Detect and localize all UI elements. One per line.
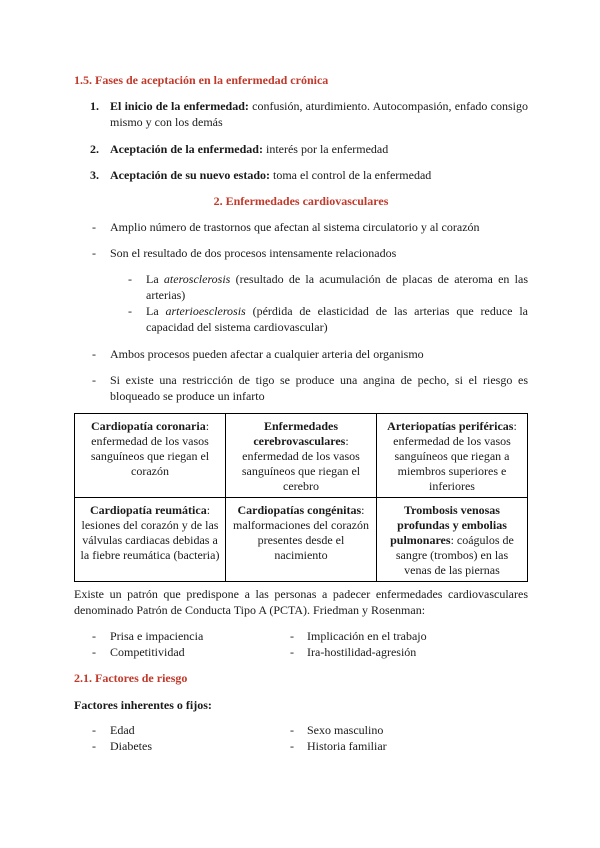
factor-item: Diabetes [110,739,152,753]
table-cell [75,498,226,582]
table-row [75,498,528,582]
pcta-item: Ira-hostilidad-agresión [307,645,417,659]
list-number: 1. [90,99,99,113]
phase-item-1 [110,98,528,130]
table-row [75,414,528,498]
bullet-dash: - [290,739,294,753]
sub-bullet-atherosclerosis [146,271,528,303]
phase-item-3 [110,167,528,183]
bullet-dash: - [92,373,96,387]
cell-term: Cardiopatías congénitas [237,503,362,517]
phase-desc: confusión, aturdimiento. Autocompasión, enfado consigo mismo y con los demás [110,99,528,129]
bullet-item-4: Si existe una restricción de tigo se produce una angina de pecho, si el riesgo es bloqueado se produce un infarto [110,373,528,403]
sub-bullet-desc: (resultado de la acumulación de placas de ateroma en las arterias) [146,272,528,302]
sub-bullet-dash: - [128,272,132,286]
phase-desc: toma el control de la enfermedad [270,168,432,182]
disease-table [74,413,528,582]
fixed-factors-heading: Factores inherentes o fijos: [74,698,212,712]
cell-term: Cardiopatía reumática [89,503,207,517]
list-number: 2. [90,142,99,156]
bullet-dash: - [290,723,294,737]
bullet-dash: - [92,723,96,737]
bullet-dash: - [92,629,96,643]
sub-bullet-term: arterioesclerosis [165,304,246,318]
cell-term: Arteriopatías periféricas [387,419,514,433]
pcta-item: Competitividad [110,645,185,659]
phase-desc: interés por la enfermedad [262,142,389,156]
bullet-dash: - [92,220,96,234]
cell-term: Cardiopatía coronaria [90,419,206,433]
section-2-heading: 2. Enfermedades cardiovasculares [213,194,389,208]
cell-desc: : enfermedad de los vasos sanguíneos que riegan a miembros superiores e inferiores [393,419,517,493]
table-cell [377,498,528,582]
phase-term: Aceptación de su nuevo estado: [110,168,271,182]
sub-bullet-prefix: La [146,272,164,286]
section-1-5-heading: 1.5. Fases de aceptación en la enfermedad crónica [74,73,329,87]
list-number: 3. [90,168,99,182]
cell-term: Enfermedades cerebrovasculares [253,419,346,448]
pcta-item: Implicación en el trabajo [307,629,427,643]
pcta-paragraph: Existe un patrón que predispone a las personas a padecer enfermedades cardiovasculares denominado Patrón de Conducta Tipo A (PCTA). Friedman y Rosenman: [74,587,528,617]
cell-desc: : coágulos de sangre (trombos) en las venas de las piernas [395,533,514,577]
bullet-dash: - [92,347,96,361]
cell-desc: : enfermedad de los vasos sanguíneos que riegan el corazón [90,419,210,478]
bullet-item-1: Amplio número de trastornos que afectan al sistema circulatorio y al corazón [110,220,480,234]
sub-bullet-term: aterosclerosis [163,272,231,286]
sub-bullet-desc: (pérdida de elasticidad de las arterias que reduce la capacidad del sistema cardiovascular) [146,304,528,334]
factor-item: Sexo masculino [307,723,384,737]
bullet-dash: - [92,246,96,260]
cell-desc: : malformaciones del corazón presentes desde el nacimiento [233,503,369,562]
factor-item: Historia familiar [307,739,387,753]
bullet-dash: - [92,739,96,753]
sub-bullet-dash: - [128,304,132,318]
cell-desc: : enfermedad de los vasos sanguíneos que riegan el cerebro [241,434,361,493]
bullet-dash: - [290,629,294,643]
phase-item-2 [110,141,528,157]
sub-bullet-prefix: La [146,304,166,318]
bullet-item-3: Ambos procesos pueden afectar a cualquier arteria del organismo [110,347,424,361]
table-cell [377,414,528,498]
table-cell [226,414,377,498]
bullet-dash: - [92,645,96,659]
section-2-1-heading: 2.1. Factores de riesgo [74,671,188,685]
table-cell [75,414,226,498]
bullet-dash: - [290,645,294,659]
table-cell [226,498,377,582]
pcta-item: Prisa e impaciencia [110,629,204,643]
factor-item: Edad [110,723,135,737]
cell-term: Trombosis venosas profundas y embolias pulmonares [390,503,507,547]
cell-desc: : lesiones del corazón y de las válvulas cardiacas debidas a la fiebre reumática (bacteria) [80,503,220,562]
sub-bullet-arteriosclerosis [146,303,528,335]
phase-term: Aceptación de la enfermedad: [110,142,263,156]
phase-term: El inicio de la enfermedad: [110,99,249,113]
bullet-item-2: Son el resultado de dos procesos intensamente relacionados [110,246,397,260]
